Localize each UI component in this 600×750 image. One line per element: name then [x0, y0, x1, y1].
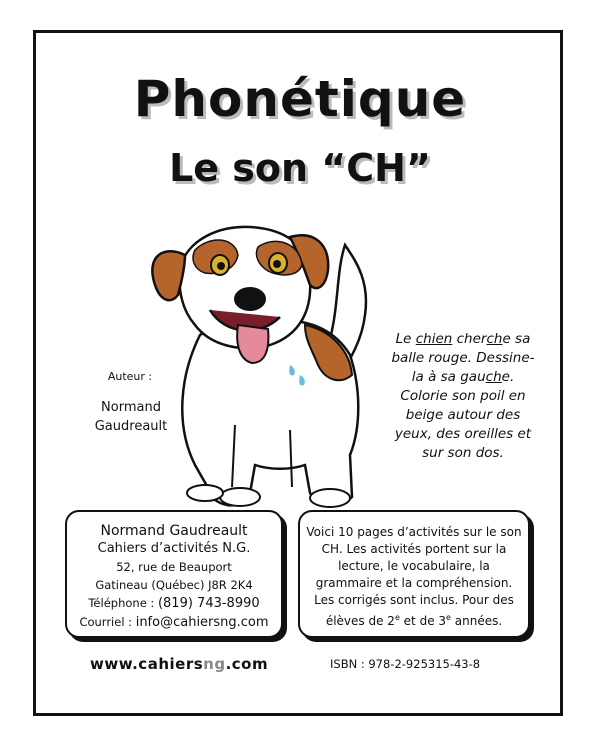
- instructions-part: . Colorie son poil en beige autour des yeux, des oreilles et sur son dos.: [394, 369, 532, 461]
- superscript-e: e: [446, 613, 451, 622]
- dog-nose: [234, 287, 266, 311]
- website-suffix: .com: [225, 655, 269, 673]
- phone-label: Téléphone :: [88, 596, 158, 610]
- author-label: Auteur :: [107, 370, 153, 383]
- contact-box: [65, 510, 283, 638]
- contact-city: Gatineau (Québec) J8R 2K4: [95, 578, 253, 592]
- contact-street: 52, rue de Beauport: [116, 560, 232, 574]
- description-box: [298, 510, 530, 638]
- instructions-part: sa balle rouge. Dessine-la à sa: [391, 331, 535, 385]
- email-address[interactable]: info@cahiersng.com: [135, 615, 269, 630]
- instructions-text: [388, 330, 538, 463]
- instructions-part: cher: [456, 331, 487, 347]
- description-part: Voici 10 pages d’activités sur le son CH. Les activités portent sur la lecture, le vocabulaire, la grammaire et la compréhension. Les corrigés sont inclus. Pour des élèves de 2: [306, 525, 522, 628]
- instructions-part: Le: [395, 331, 416, 347]
- page-title: Phonétique: [133, 70, 467, 128]
- instructions-part: gau: [460, 369, 486, 385]
- page-subtitle: Le son “CH”: [169, 146, 431, 190]
- contact-company: Cahiers d’activités N.G.: [97, 541, 251, 556]
- author-first-name: Normand: [101, 400, 161, 415]
- website-ng: ng: [203, 655, 226, 673]
- description-text: [306, 524, 522, 630]
- underlined-ch-cherche: ch: [486, 331, 503, 347]
- instructions-part: e: [501, 369, 510, 385]
- email-label: Courriel :: [79, 615, 136, 629]
- contact-name: Normand Gaudreault: [100, 523, 248, 539]
- underlined-word-chien: chien: [415, 331, 453, 347]
- underlined-ch-gauche: ch: [485, 369, 502, 385]
- superscript-e: e: [394, 613, 400, 622]
- contact-phone: [67, 594, 281, 613]
- website-prefix: www.cahiers: [90, 655, 204, 673]
- author-last-name: Gaudreault: [94, 419, 168, 434]
- contact-email: [67, 613, 281, 632]
- website-link[interactable]: [90, 655, 290, 673]
- phone-number: (819) 743-8990: [157, 596, 260, 611]
- author-name: [66, 398, 196, 436]
- instructions-part: e: [502, 331, 511, 347]
- isbn: ISBN : 978-2-925315-43-8: [330, 657, 481, 671]
- description-part: années.: [450, 614, 503, 628]
- description-part: et de 3: [399, 614, 447, 628]
